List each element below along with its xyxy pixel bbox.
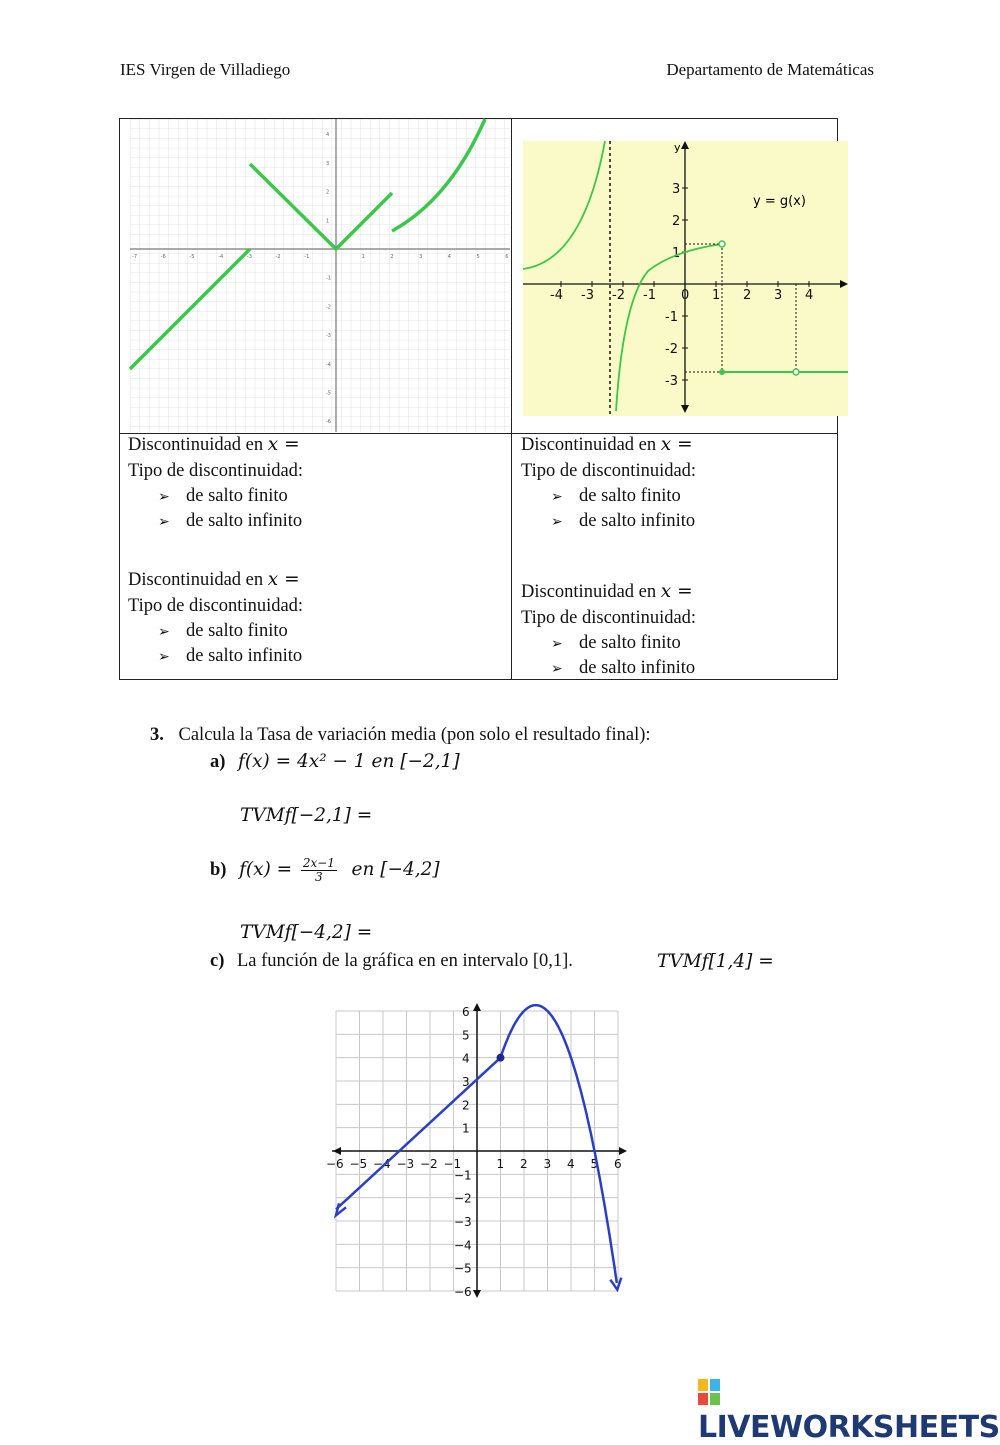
- y-tick-label: 2: [462, 1098, 470, 1113]
- left-graph-ytick: -6: [326, 419, 331, 426]
- arrow-icon: ➢: [158, 649, 170, 665]
- bottom-chart: [326, 1003, 628, 1299]
- arrow-icon: ➢: [551, 636, 563, 652]
- option-infinite[interactable]: de salto infinito: [186, 646, 303, 666]
- y-axis-arrow: [473, 1003, 481, 1011]
- right-graph-xtick: 1: [712, 288, 721, 303]
- right-graph-xtick: 2: [743, 288, 752, 303]
- right-graph-xtick: -1: [643, 288, 656, 303]
- cell-top-left: Discontinuidad en x = Tipo de discontinuidad: ➢ de salto finito ➢ de salto infinito: [128, 432, 303, 534]
- left-graph-xtick: 4: [447, 254, 451, 260]
- y-tick-label: 3: [462, 1075, 470, 1089]
- option-finite[interactable]: de salto finito: [579, 633, 681, 653]
- left-graph-xtick: -7: [132, 254, 138, 260]
- series-parabola-piece: [501, 1005, 617, 1283]
- left-graph: [130, 119, 510, 432]
- right-graph-ytick: -1: [665, 310, 678, 325]
- option-finite[interactable]: de salto finito: [186, 621, 288, 641]
- arrow-icon: ➢: [551, 514, 563, 530]
- arrow-icon: ➢: [551, 489, 563, 505]
- x-tick-label: −2: [420, 1157, 438, 1171]
- y-tick-label: −3: [454, 1215, 472, 1229]
- right-graph-xtick: -3: [581, 288, 594, 303]
- x-tick-label: 3: [543, 1157, 552, 1171]
- left-graph-xtick: -5: [189, 254, 195, 260]
- x-tick-label: −6: [326, 1157, 344, 1171]
- left-graph-grid: [130, 119, 510, 432]
- liveworksheets-logo: LIVEWORKSHEETS: [698, 1375, 1000, 1445]
- y-tick-label: 4: [462, 1051, 470, 1066]
- left-graph-ytick: 1: [326, 218, 330, 225]
- x-axis-arrow: [619, 1147, 627, 1155]
- right-graph: [523, 141, 848, 416]
- right-graph-open-point-2: [793, 369, 799, 375]
- right-graph-xtick: 3: [774, 288, 783, 303]
- left-graph-xtick: 3: [419, 254, 423, 260]
- cell-top-right: Discontinuidad en x = Tipo de discontinuidad: ➢ de salto finito ➢ de salto infinito: [521, 432, 696, 534]
- answer-slot[interactable]: x =: [267, 434, 300, 455]
- left-graph-xtick: -1: [304, 254, 310, 260]
- discontinuity-table: [119, 118, 838, 680]
- left-graph-xtick: -4: [218, 254, 224, 260]
- x-tick-label: 2: [520, 1157, 528, 1171]
- y-tick-label: −5: [454, 1261, 472, 1276]
- option-finite[interactable]: de salto finito: [579, 486, 681, 506]
- option-infinite[interactable]: de salto infinito: [579, 658, 696, 678]
- y-tick-label: −2: [454, 1191, 472, 1206]
- left-graph-ytick: 2: [326, 189, 330, 196]
- cell-bottom-right: Discontinuidad en x = Tipo de discontinuidad: ➢ de salto finito ➢ de salto infinito: [521, 579, 696, 681]
- arrow-icon: ➢: [158, 489, 170, 505]
- left-graph-ytick: -3: [326, 333, 331, 340]
- x-tick-label: −4: [373, 1157, 391, 1171]
- option-infinite[interactable]: de salto infinito: [579, 511, 696, 531]
- right-graph-label: y = g(x): [753, 194, 806, 209]
- left-graph-ytick: 3: [326, 160, 330, 167]
- right-graph-closed-point: [719, 369, 725, 375]
- left-graph-xtick: 5: [476, 254, 480, 260]
- cell-bottom-left: Discontinuidad en x = Tipo de discontinuidad: ➢ de salto finito ➢ de salto infinito: [128, 567, 303, 669]
- question-3: 3. Calcula la Tasa de variación media (pon solo el resultado final):: [150, 725, 651, 745]
- bottom-chart-axes: [332, 1003, 627, 1298]
- left-graph-xtick: -6: [160, 254, 166, 260]
- right-graph-ytick: 3: [672, 182, 681, 197]
- right-graph-xtick: -2: [612, 288, 625, 303]
- right-graph-xtick: -4: [550, 288, 563, 303]
- answer-3b[interactable]: TVMf[−4,2] =: [240, 922, 373, 943]
- x-tick-label: −3: [396, 1157, 415, 1171]
- header-department: Departamento de Matemáticas: [666, 60, 874, 79]
- arrow-icon: ➢: [158, 624, 170, 640]
- option-finite[interactable]: de salto finito: [186, 486, 288, 506]
- y-tick-label: 6: [462, 1005, 470, 1019]
- x-tick-label: 4: [567, 1157, 575, 1171]
- liveworksheets-icon: [698, 1379, 720, 1405]
- question-3a: a) f(x) = 4x² − 1 en [−2,1]: [210, 751, 460, 772]
- left-graph-xtick: 1: [361, 254, 365, 260]
- answer-slot[interactable]: x =: [660, 434, 693, 455]
- answer-slot[interactable]: x =: [660, 581, 693, 602]
- left-graph-ytick: 4: [326, 132, 330, 139]
- x-tick-label: −1: [443, 1157, 462, 1171]
- right-graph-xtick: 0: [681, 288, 690, 303]
- question-3c: c) La función de la gráfica en en intervalo [0,1].: [210, 951, 573, 971]
- left-graph-xtick: 6: [505, 254, 509, 260]
- left-graph-ytick: -1: [326, 275, 331, 282]
- right-graph-open-point: [719, 241, 725, 247]
- left-graph-xtick: -2: [275, 254, 281, 260]
- arrow-icon: ➢: [158, 514, 170, 530]
- left-graph-xtick: -3: [246, 254, 252, 260]
- left-graph-ytick: -2: [326, 304, 331, 311]
- arrow-icon: ➢: [551, 661, 563, 677]
- option-infinite[interactable]: de salto infinito: [186, 511, 303, 531]
- y-tick-label: −1: [454, 1168, 472, 1183]
- left-graph-xtick: 2: [390, 254, 394, 260]
- y-tick-label: −4: [454, 1238, 472, 1253]
- right-graph-ytick: 1: [672, 246, 681, 261]
- right-graph-ylabel: y: [674, 141, 681, 154]
- series-point: [497, 1054, 505, 1062]
- answer-3a[interactable]: TVMf[−2,1] =: [240, 805, 373, 826]
- x-tick-label: 6: [614, 1157, 622, 1171]
- y-axis-arrow-down: [473, 1290, 481, 1298]
- x-tick-label: 5: [590, 1157, 599, 1171]
- left-graph-ytick: -4: [326, 361, 331, 368]
- table-vertical-divider: [511, 119, 512, 680]
- answer-3c[interactable]: TVMf[1,4] =: [657, 951, 774, 972]
- question-3b: b) f(x) = $\frac{2x-1}{3}$ en [−4,2]: [210, 856, 440, 884]
- right-graph-xtick: 4: [805, 288, 814, 303]
- series-line-piece: [336, 1058, 501, 1210]
- y-tick-label: 5: [462, 1028, 470, 1043]
- x-tick-label: 1: [496, 1157, 505, 1171]
- y-tick-label: 1: [462, 1121, 470, 1136]
- y-tick-label: −6: [454, 1285, 472, 1299]
- right-graph-ytick: -3: [665, 374, 678, 389]
- x-tick-label: −5: [349, 1157, 368, 1171]
- right-graph-ytick: 2: [672, 214, 681, 229]
- left-graph-ytick: -5: [326, 390, 331, 397]
- header-school: IES Virgen de Villadiego: [120, 60, 291, 79]
- answer-slot[interactable]: x =: [267, 569, 300, 590]
- right-graph-ytick: -2: [665, 342, 678, 357]
- x-axis-arrow-left: [333, 1147, 341, 1155]
